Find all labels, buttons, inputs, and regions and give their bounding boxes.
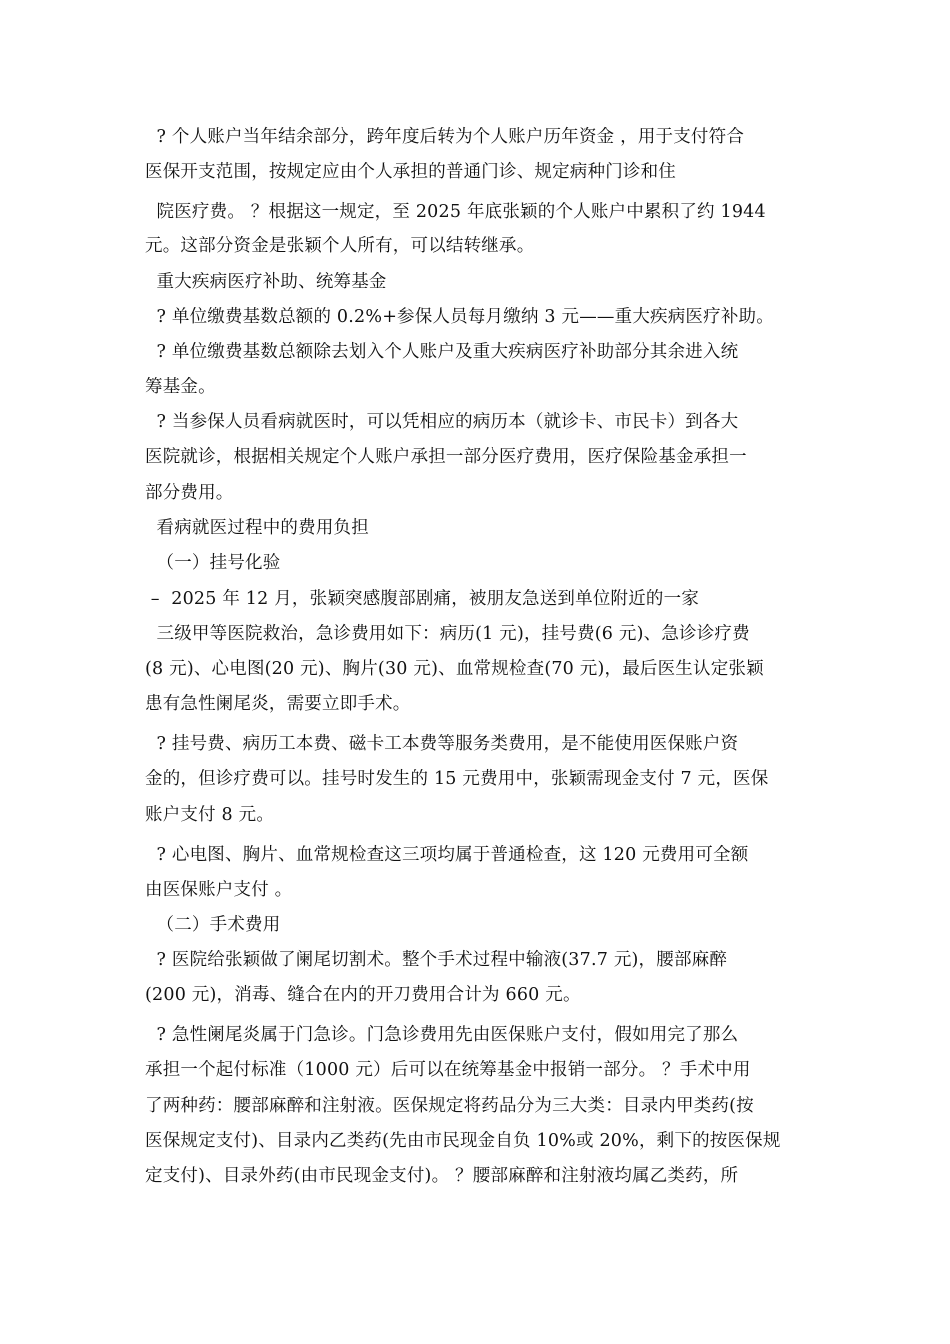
text-line: 账户支付 8 元。 bbox=[145, 805, 275, 825]
text-line: 筹基金。 bbox=[145, 377, 216, 397]
text-line: （一）挂号化验 bbox=[145, 553, 281, 573]
text-line: 医保开支范围，按规定应由个人承担的普通门诊、规定病种门诊和住 bbox=[145, 162, 676, 182]
text-line: 看病就医过程中的费用负担 bbox=[145, 518, 369, 538]
text-line: 患有急性阑尾炎，需要立即手术。 bbox=[145, 694, 411, 714]
text-line: 元。这部分资金是张颖个人所有，可以结转继承。 bbox=[145, 236, 535, 256]
text-line: ? 急性阑尾炎属于门急诊。门急诊费用先由医保账户支付，假如用完了那么 bbox=[145, 1025, 739, 1045]
text-line: ? 当参保人员看病就医时，可以凭相应的病历本（就诊卡、市民卡）到各大 bbox=[145, 412, 739, 432]
text-line: 院医疗费。 ？根据这一规定，至 2025 年底张颖的个人账户中累积了约 1944 bbox=[145, 202, 766, 222]
text-line: 部分费用。 bbox=[145, 483, 234, 503]
text-line: 三级甲等医院救治，急诊费用如下：病历(1 元)，挂号费(6 元)、急诊诊疗费 bbox=[145, 624, 750, 644]
text-line: (200 元)，消毒、缝合在内的开刀费用合计为 660 元。 bbox=[145, 985, 581, 1005]
text-line: 了两种药：腰部麻醉和注射液。医保规定将药品分为三大类：目录内甲类药(按 bbox=[145, 1096, 754, 1116]
text-line: 由医保账户支付 。 bbox=[145, 880, 293, 900]
text-line: 承担一个起付标准（1000 元）后可以在统筹基金中报销一部分。 ？手术中用 bbox=[145, 1060, 751, 1080]
text-line: 金的，但诊疗费可以。挂号时发生的 15 元费用中，张颖需现金支付 7 元，医保 bbox=[145, 769, 769, 789]
text-line: 医院就诊，根据相关规定个人账户承担一部分医疗费用，医疗保险基金承担一 bbox=[145, 447, 747, 467]
text-line: ? 心电图、胸片、血常规检查这三项均属于普通检查，这 120 元费用可全额 bbox=[145, 845, 749, 865]
text-line: (8 元)、心电图(20 元)、胸片(30 元)、血常规检查(70 元)，最后医生认定张颖 bbox=[145, 659, 764, 679]
text-line: ? 个人账户当年结余部分，跨年度后转为个人账户历年资金 ，用于支付符合 bbox=[145, 127, 745, 147]
text-line: 医保规定支付)、目录内乙类药(先由市民现金自负 10%或 20%，剩下的按医保规 bbox=[145, 1131, 781, 1151]
text-line: ? 医院给张颖做了阑尾切割术。整个手术过程中输液(37.7 元)，腰部麻醉 bbox=[145, 950, 728, 970]
text-line: 重大疾病医疗补助、统筹基金 bbox=[145, 272, 387, 292]
text-line: – 2025 年 12 月，张颖突感腹部剧痛，被朋友急送到单位附近的一家 bbox=[145, 589, 700, 609]
text-line: ? 单位缴费基数总额除去划入个人账户及重大疾病医疗补助部分其余进入统 bbox=[145, 342, 739, 362]
text-line: ? 单位缴费基数总额的 0.2%+参保人员每月缴纳 3 元——重大疾病医疗补助。 bbox=[145, 307, 774, 327]
text-line: ? 挂号费、病历工本费、磁卡工本费等服务类费用，是不能使用医保账户资 bbox=[145, 734, 739, 754]
text-line: 定支付)、目录外药(由市民现金支付)。 ？腰部麻醉和注射液均属乙类药，所 bbox=[145, 1166, 739, 1186]
text-line: （二）手术费用 bbox=[145, 915, 281, 935]
